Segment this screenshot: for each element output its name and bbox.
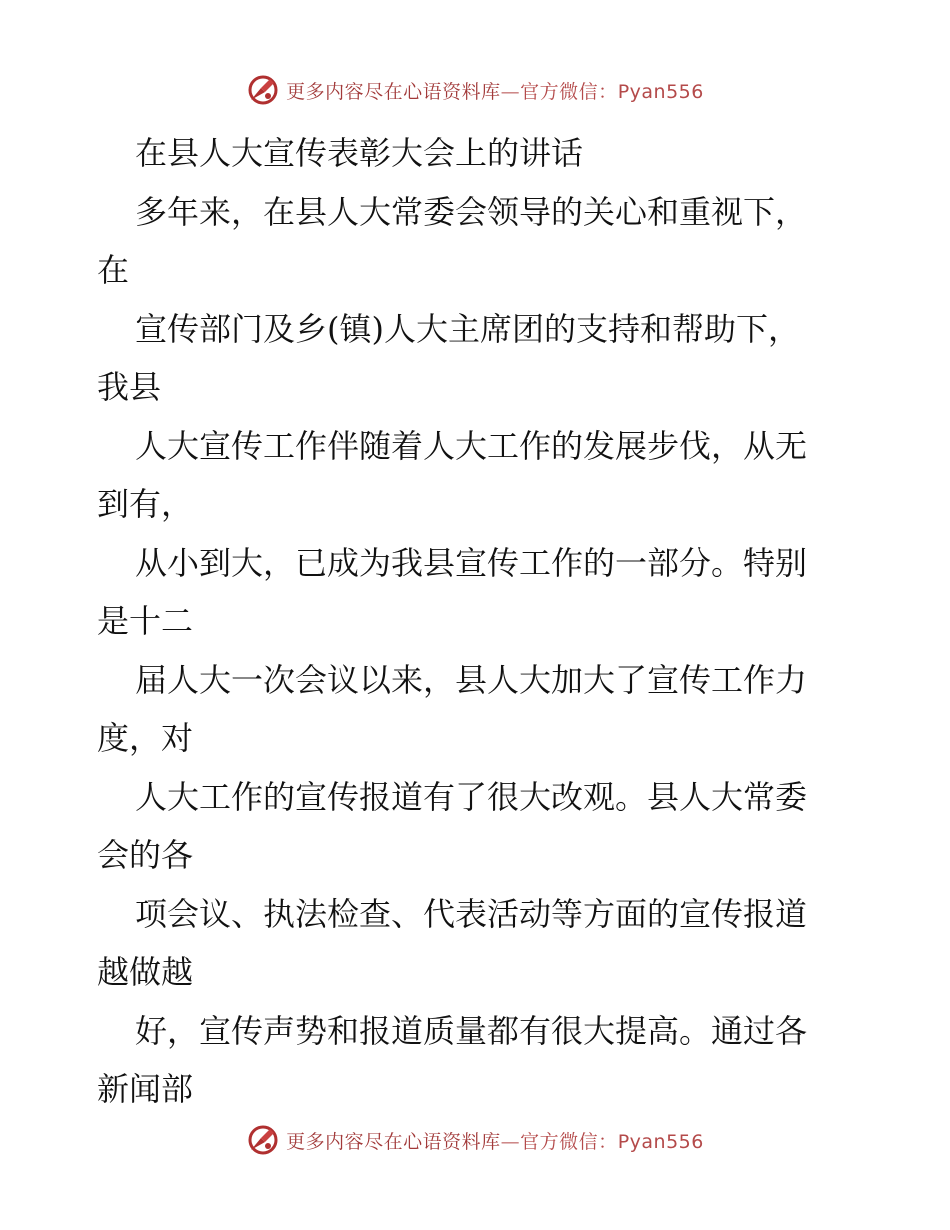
paragraph-line: 到有， <box>97 485 194 523</box>
banner-site-name: 更多内容尽在心语资料库 <box>286 1130 501 1153</box>
banner-site-name: 更多内容尽在心语资料库 <box>286 80 501 103</box>
header-banner <box>0 72 950 108</box>
banner-wechat-label: 官方微信： <box>520 80 618 103</box>
banner-text <box>286 77 704 104</box>
document-title: 在县人大宣传表彰大会上的讲话 <box>135 134 584 172</box>
paragraph-line: 从小到大，已成为我县宣传工作的一部分。特别 <box>135 543 808 582</box>
paragraph-line: 新闻部 <box>97 1070 194 1108</box>
footer-banner <box>0 1122 950 1158</box>
document-body <box>97 124 857 1119</box>
paragraph-line: 会的各 <box>97 836 194 874</box>
pen-logo-icon <box>246 1123 280 1157</box>
paragraph-line: 人大工作的宣传报道有了很大改观。县人大常委 <box>135 777 808 816</box>
paragraph-line: 项会议、执法检查、代表活动等方面的宣传报道 <box>135 894 808 933</box>
paragraph-line: 多年来，在县人大常委会领导的关心和重视下， <box>135 192 808 231</box>
paragraph-line: 度，对 <box>97 719 194 757</box>
paragraph-line: 是十二 <box>97 602 194 640</box>
paragraph-line: 人大宣传工作伴随着人大工作的发展步伐，从无 <box>135 426 808 465</box>
paragraph-line: 我县 <box>97 368 162 406</box>
banner-wechat-label: 官方微信： <box>520 1130 618 1153</box>
banner-separator: — <box>500 1130 521 1153</box>
banner-wechat-id: Pyan556 <box>617 80 704 103</box>
paragraph-line: 宣传部门及乡(镇)人大主席团的支持和帮助下， <box>135 309 800 348</box>
paragraph-line: 届人大一次会议以来，县人大加大了宣传工作力 <box>135 660 808 699</box>
paragraph-line: 越做越 <box>97 953 194 991</box>
paragraph-line: 好，宣传声势和报道质量都有很大提高。通过各 <box>135 1011 808 1050</box>
paragraph-line: 在 <box>97 251 130 289</box>
banner-text <box>286 1127 704 1154</box>
pen-logo-icon <box>246 73 280 107</box>
banner-wechat-id: Pyan556 <box>617 1130 704 1153</box>
banner-separator: — <box>500 80 521 103</box>
